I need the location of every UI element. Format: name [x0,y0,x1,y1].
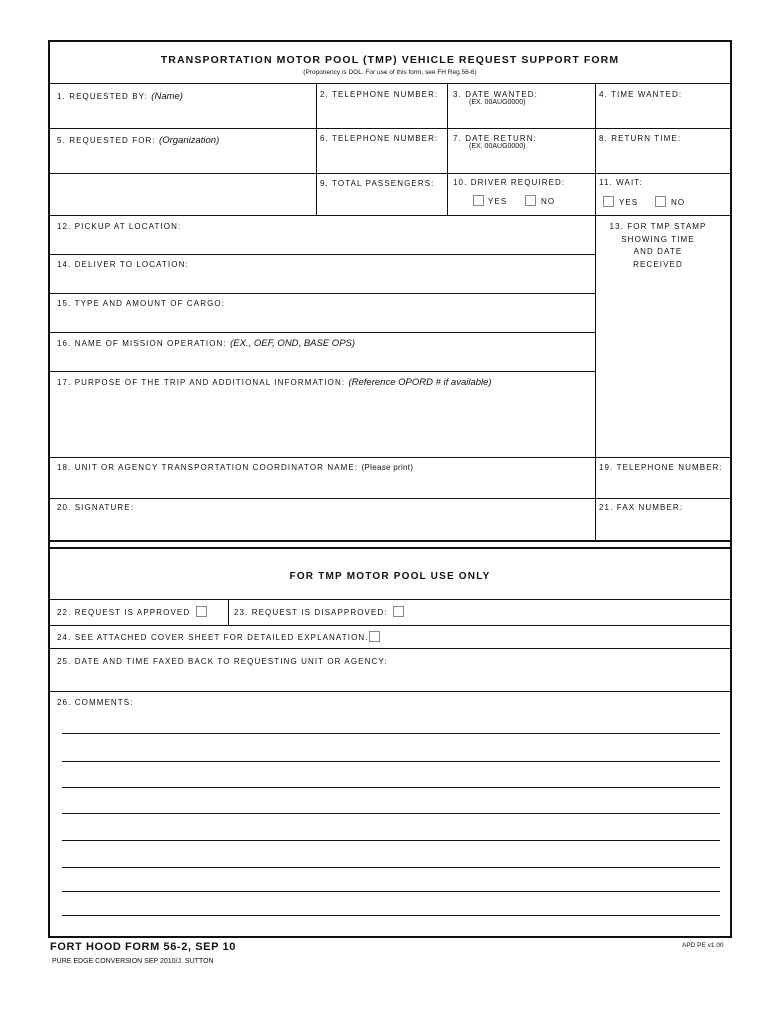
driver-required-label: 10. DRIVER REQUIRED: [453,178,566,187]
rule-18 [50,498,730,499]
date-return-hint: (EX. 00AUG0000) [469,143,526,150]
wait-yes-checkbox[interactable] [603,196,614,207]
form-subtitle: (Proponency is DOL. For use of this form, see FH Reg 56-6) [303,69,477,76]
faxed-back-label: 25. DATE AND TIME FAXED BACK TO REQUESTING UNIT OR AGENCY: [57,657,388,666]
conversion-note: PURE EDGE CONVERSION SEP 2010/J. SUTTON [52,958,214,965]
driver-yes-label: YES [488,197,508,206]
comment-line[interactable] [62,787,720,788]
approved-label: 22. REQUEST IS APPROVED [57,608,191,617]
tmp-section-title: FOR TMP MOTOR POOL USE ONLY [289,571,491,582]
rule-17 [50,457,730,458]
rule-22 [50,625,730,626]
wait-yes-label: YES [619,198,639,207]
total-passengers-label: 9. TOTAL PASSENGERS: [320,179,435,188]
requested-for-label: 5. REQUESTED FOR: (Organization) [57,135,220,146]
wait-no-label: NO [671,198,686,207]
deliver-location-label: 14. DELIVER TO LOCATION: [57,260,189,269]
rule-14 [50,293,595,294]
tmp-stamp-line-4: RECEIVED [633,259,683,269]
cover-sheet-checkbox[interactable] [369,631,380,642]
form-number: FORT HOOD FORM 56-2, SEP 10 [50,941,236,953]
vrule-b [447,83,448,215]
date-wanted-label: 3. DATE WANTED: [453,90,538,99]
version-label: APD PE v1.00 [682,942,724,949]
vrule-a2 [316,173,317,215]
disapproved-checkbox[interactable] [393,606,404,617]
form-title: TRANSPORTATION MOTOR POOL (TMP) VEHICLE REQUEST SUPPORT FORM [160,54,620,66]
driver-no-checkbox[interactable] [525,195,536,206]
rule-15 [50,332,595,333]
rule-20b [50,547,730,549]
telephone-number-2-label: 6. TELEPHONE NUMBER: [320,134,439,143]
comment-line[interactable] [62,733,720,734]
tmp-stamp-line-1: 13. FOR TMP STAMP [609,222,707,231]
tmp-stamp-line-2: SHOWING TIME [621,234,695,244]
vehicle-request-form [48,40,732,938]
wait-label: 11. WAIT: [599,178,643,187]
rule-16 [50,371,595,372]
requested-by-label: 1. REQUESTED BY: (Name) [57,91,183,102]
disapproved-label: 23. REQUEST IS DISAPPROVED: [234,608,388,617]
comment-line[interactable] [62,915,720,916]
comment-line[interactable] [62,867,720,868]
rule-25 [50,691,730,692]
cargo-label: 15. TYPE AND AMOUNT OF CARGO: [57,299,226,308]
date-return-label: 7. DATE RETURN: [453,134,537,143]
vrule-c2 [595,457,596,540]
fax-number-label: 21. FAX NUMBER: [599,503,684,512]
driver-no-label: NO [541,197,556,206]
vrule-22 [228,599,229,625]
telephone-number-19-label: 19. TELEPHONE NUMBER: [599,463,723,472]
tmp-stamp-line-3: AND DATE [633,247,683,256]
telephone-number-label: 2. TELEPHONE NUMBER: [320,90,439,99]
rule-section [50,599,730,600]
rule-header [50,83,730,84]
comments-label: 26. COMMENTS: [57,698,134,707]
cover-sheet-label: 24. SEE ATTACHED COVER SHEET FOR DETAILED EXPLANATION. [57,633,369,642]
return-time-label: 8. RETURN TIME: [599,134,682,143]
driver-yes-checkbox[interactable] [473,195,484,206]
trip-purpose-label: 17. PURPOSE OF THE TRIP AND ADDITIONAL INFORMATION: (Reference OPORD # if available) [57,377,492,388]
signature-label: 20. SIGNATURE: [57,503,135,512]
date-wanted-hint: (EX. 00AUG0000) [469,99,526,106]
rule-12 [50,254,595,255]
rule-row1 [50,128,730,129]
tmp-stamp-box [598,221,718,271]
mission-operation-label: 16. NAME OF MISSION OPERATION: (EX., OEF, OND, BASE OPS) [57,338,356,349]
rule-20a [50,540,730,542]
vrule-c [595,83,596,457]
approved-checkbox[interactable] [196,606,207,617]
coordinator-name-label: 18. UNIT OR AGENCY TRANSPORTATION COORDINATOR NAME: (Please print) [57,463,414,472]
rule-24 [50,648,730,649]
time-wanted-label: 4. TIME WANTED: [599,90,683,99]
wait-no-checkbox[interactable] [655,196,666,207]
pickup-location-label: 12. PICKUP AT LOCATION: [57,222,182,231]
rule-row2 [50,173,730,174]
comment-line[interactable] [62,761,720,762]
rule-row3 [50,215,730,216]
comment-line[interactable] [62,891,720,892]
comment-line[interactable] [62,813,720,814]
comment-line[interactable] [62,840,720,841]
